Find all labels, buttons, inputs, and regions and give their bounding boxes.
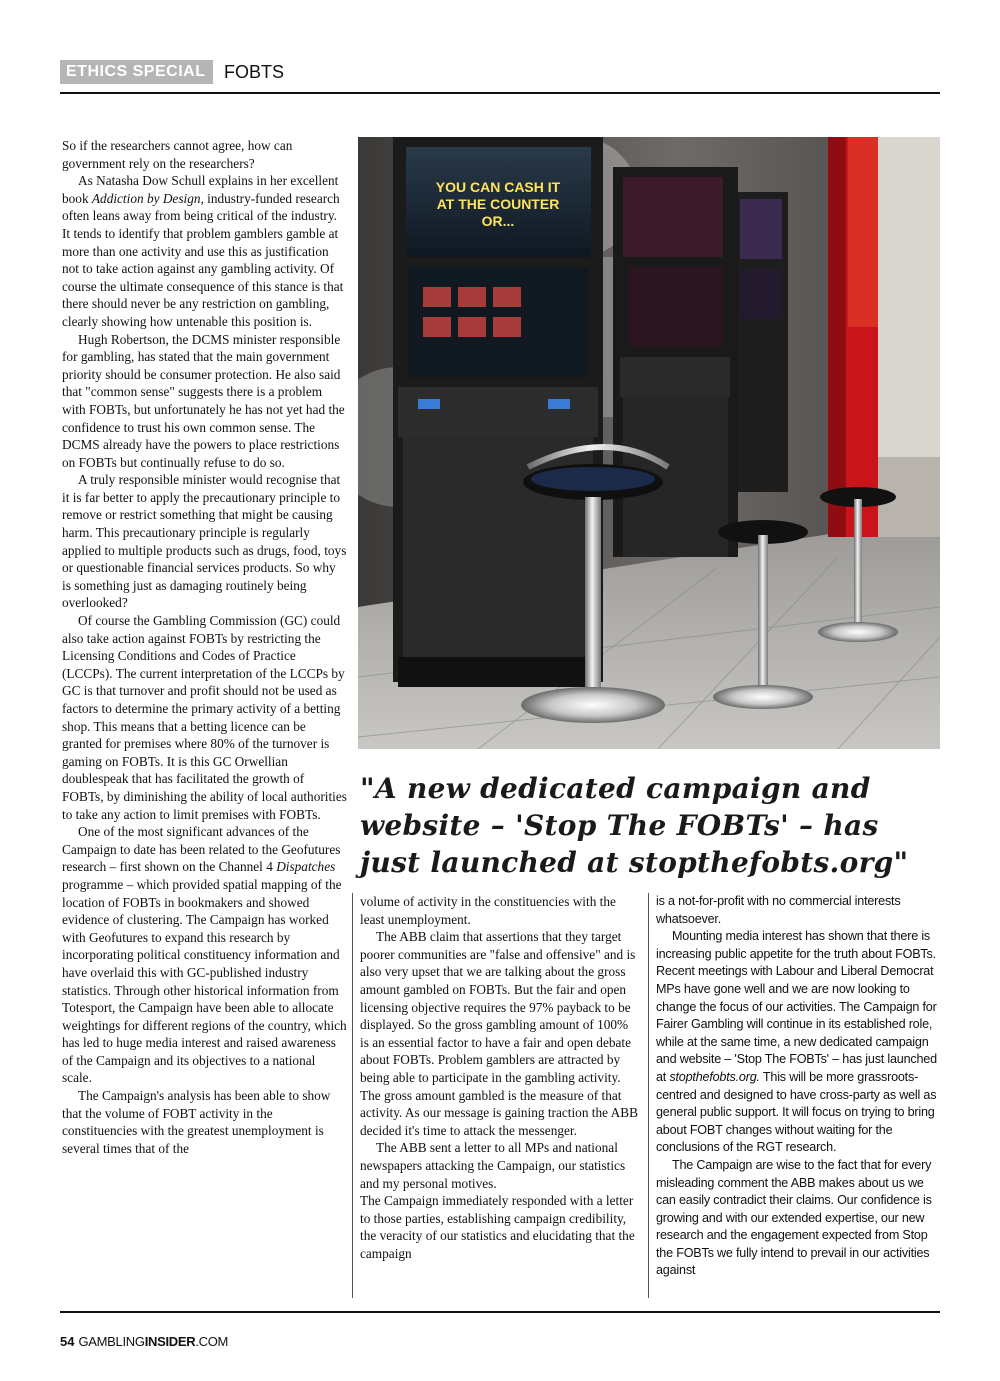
column-rule bbox=[352, 893, 353, 1298]
paragraph bbox=[62, 823, 347, 1087]
paragraph-text: Mounting media interest has shown that there is increasing public appetite for the truth about FOBTs. Recent meetings with Labour and Liberal Democrat MPs have gone well and we are now looking to change the focus of our activities. The Campaign for Fairer Gambling will continue in its established role, while at the same time, a new dedicated campaign and website – 'Stop The FOBTs' – has just launched at bbox=[656, 929, 937, 1084]
article-column-2 bbox=[360, 893, 640, 1262]
paragraph: The ABB claim that assertions that they target poorer communities are "false and offensive" and is also very upset that we are talking about the gross amount gambled on FOBTs. But the fair and open licensing objective requires the 97% payback to be displayed. So the gross gambling amount of 100% is an essential factor to have a fair and open debate about FOBTs. Problem gamblers are attracted by being able to participate in the gambling activity. The gross amount gambled is the measure of that activity. As our message is gaining traction the ABB decided it's time to attack the messenger. bbox=[360, 929, 638, 1138]
paragraph: So if the researchers cannot agree, how can government rely on the researchers? bbox=[62, 138, 293, 171]
paragraph bbox=[656, 928, 942, 1157]
paragraph-text: One of the most significant advances of the Campaign to date has been related to the Geofutures research – first shown on the Channel 4 bbox=[62, 824, 341, 875]
campaign-website-link[interactable]: stopthefobts.org. bbox=[669, 1069, 760, 1084]
section-tag: ETHICS SPECIAL bbox=[60, 60, 213, 84]
paragraph: volume of activity in the constituencies with the least unemployment. bbox=[360, 894, 616, 927]
fobt-machines-photo bbox=[358, 137, 940, 749]
paragraph-text: As Natasha Dow Schull explains in her excellent book bbox=[62, 173, 339, 206]
footer-brand: GAMBLING bbox=[78, 1334, 145, 1349]
paragraph: Of course the Gambling Commission (GC) could also take action against FOBTs by restricting the Licensing Conditions and Codes of Practice (LCCPs). The current interpretation of the LCCPs by GC is that turnover and profit should not be used as factors to determine the primary activity of a betting shop. This means that a betting licence can be granted for premises where 80% of the turnover is gaming on FOBTs. It is this GC Orwellian doublespeak that has facilitated the growth of FOBTs, by diminishing the ability of local authorities to take any action to limit premises with FOBTs. bbox=[62, 613, 347, 822]
footer-rule bbox=[60, 1311, 940, 1313]
paragraph: The Campaign immediately responded with a letter to those parties, establishing campaign credibility, the veracity of our statistics and elucidating that the campaign bbox=[360, 1193, 635, 1261]
page-number: 54 bbox=[60, 1334, 75, 1349]
paragraph bbox=[62, 172, 347, 330]
article-column-1 bbox=[62, 137, 347, 1157]
screen-text-3: OR... bbox=[481, 213, 515, 229]
screen-text-2: AT THE COUNTER bbox=[436, 196, 560, 212]
paragraph: The Campaign's analysis has been able to show that the volume of FOBT activity in the constituencies with the greatest unemployment is several times that of the bbox=[62, 1088, 331, 1156]
footer-brand-suffix: .COM bbox=[195, 1334, 229, 1349]
page-footer bbox=[60, 1334, 228, 1349]
pull-quote: "A new dedicated campaign and website – 'Stop The FOBTs' – has just launched at stopthefobts.org" bbox=[360, 772, 909, 879]
page-header bbox=[60, 58, 940, 94]
article-column-3 bbox=[656, 893, 942, 1280]
screen-text-1: YOU CAN CASH IT bbox=[435, 179, 561, 195]
section-topic: FOBTS bbox=[224, 62, 285, 82]
paragraph: Hugh Robertson, the DCMS minister responsible for gambling, has stated that the main government priority should be consumer protection. He also said that "common sense" suggests there is a problem with FOBTs, but unfortunately he has not yet had the confidence to trust his own common sense. The DCMS already have the powers to place restrictions on FOBTs but continually refuse to do so. bbox=[62, 331, 345, 470]
footer-brand-bold: INSIDER bbox=[144, 1334, 196, 1349]
paragraph: A truly responsible minister would recognise that it is far better to apply the precautionary principle to remove or restrict something that might be causing harm. This precautionary principle is regularly applied to multiple products such as drugs, food, toys or questionable financial services products. So why is something just as damaging routinely being overlooked? bbox=[62, 472, 347, 611]
book-title: Addiction by Design bbox=[91, 190, 201, 206]
paragraph: The Campaign are wise to the fact that for every misleading comment the ABB makes about us we can easily contradict their claims. Our confidence is growing and with our extended expertise, our new research and the engagement expected from Stop the FOBTs we fully intend to prevail in our activities against bbox=[656, 1157, 932, 1278]
header-rule bbox=[60, 92, 940, 94]
paragraph-text: , industry-funded research often leans away from being critical of the industry. It tends to identify that problem gamblers gamble at more than one activity and use this as justification not to take action against any gambling activity. Of course the ultimate consequence of this stance is that there should never be any restriction on gambling, clearly showing how untenable this position is. bbox=[62, 190, 344, 329]
paragraph-text: This will be more grassroots-centred and designed to have cross-party as well as general public support. It will focus on trying to bring about FOBT changes without waiting for the conclusions of the RGT research. bbox=[656, 1069, 937, 1155]
paragraph: is a not-for-profit with no commercial interests whatsoever. bbox=[656, 894, 901, 926]
paragraph: The ABB sent a letter to all MPs and national newspapers attacking the Campaign, our statistics and my personal motives. bbox=[360, 1140, 626, 1191]
programme-title: Dispatches bbox=[276, 859, 336, 875]
paragraph-text: programme – which provided spatial mapping of the location of FOBTs in bookmakers and showed evidence of clustering. The Campaign has worked with Geofutures to expand this research by incorporating political constituency information and have overlaid this with GC-published industry statistics. Through other historical information from Totesport, the Campaign have been able to allocate weightings for different regions of the country, which has led to huge media interest and raised awareness of the Campaign and its objectives to a national scale. bbox=[62, 876, 347, 1086]
column-rule bbox=[648, 893, 649, 1298]
